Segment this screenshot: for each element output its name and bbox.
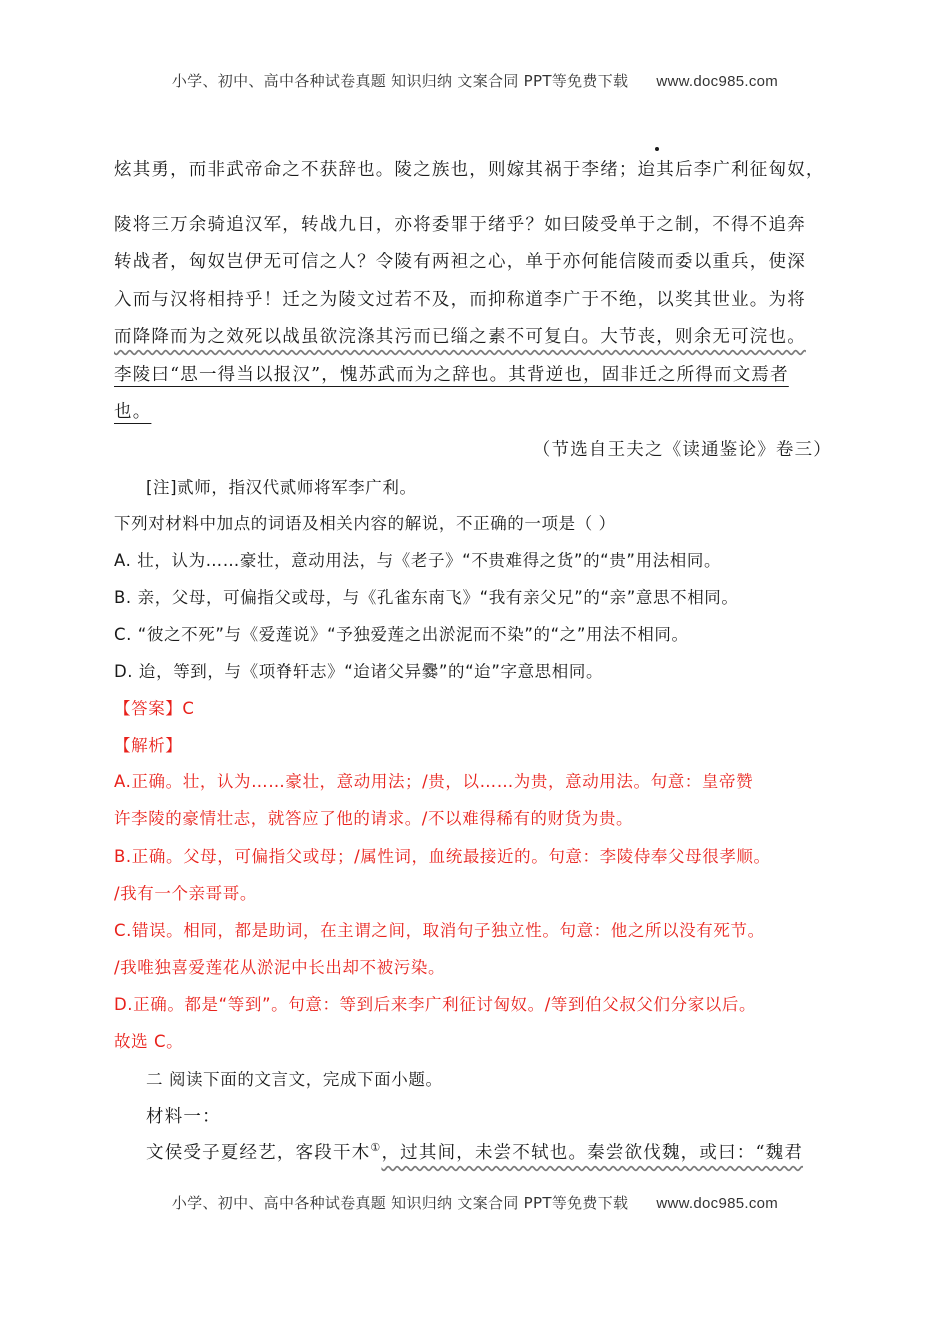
passage-line-1: 炫其勇，而非武帝命之不获辞也。陵之族也，则嫁其祸于李绪；迨其后李广利征匈奴， xyxy=(114,160,825,180)
passage-line-2: 陵将三万余骑追汉军，转战九日，亦将委罪于绪乎？如曰陵受单于之制，不得不追奔 xyxy=(114,215,806,235)
analysis-line-4: /我有一个亲哥哥。 xyxy=(114,884,257,903)
page-footer xyxy=(0,1192,950,1213)
footer-text: 小学、初中、高中各种试卷真题 知识归纳 文案合同 PPT等免费下载 xyxy=(171,1194,629,1212)
page-header xyxy=(0,70,950,91)
option-d: D. 迨，等到，与《项脊轩志》“迨诸父异爨”的“迨”字意思相同。 xyxy=(114,662,604,681)
annotation-note: [注]贰师，指汉代贰师将军李广利。 xyxy=(146,478,417,497)
analysis-line-2: 许李陵的豪情壮志，就答应了他的请求。/不以难得稀有的财货为贵。 xyxy=(114,809,634,828)
material-line-1 xyxy=(146,1139,803,1164)
passage-line-7: 也。 xyxy=(114,402,152,422)
header-url[interactable]: www.doc985.com xyxy=(656,73,779,90)
emphasis-dot xyxy=(655,147,659,151)
analysis-line-1: A.正确。壮，认为……豪壮，意动用法；/贵，以……为贵，意动用法。句意：皇帝赞 xyxy=(114,772,754,791)
passage-line-4: 入而与汉将相持乎！迁之为陵文过若不及，而抑称道李广于不绝，以奖其世业。为将 xyxy=(114,290,806,310)
analysis-line-3: B.正确。父母，可偏指父或母；/属性词，血统最接近的。句意：李陵侍奉父母很孝顺。 xyxy=(114,847,771,866)
option-b: B. 亲，父母，可偏指父或母，与《孔雀东南飞》“我有亲父兄”的“亲”意思不相同。 xyxy=(114,588,739,607)
footer-url[interactable]: www.doc985.com xyxy=(656,1195,779,1212)
header-text: 小学、初中、高中各种试卷真题 知识归纳 文案合同 PPT等免费下载 xyxy=(171,72,629,90)
material-label: 材料一： xyxy=(146,1107,221,1127)
material-text-before: 文侯受子夏经艺，客段干木 xyxy=(146,1143,371,1163)
answer-line xyxy=(114,695,195,719)
footnote-mark: ① xyxy=(370,1141,382,1155)
answer-label: 【答案】 xyxy=(114,699,183,718)
passage-line-5: 而降降而为之效死以战虽欲浣涤其污而已缁之素不可复白。大节丧，则余无可浣也。 xyxy=(114,327,806,347)
answer-value: C xyxy=(182,699,195,718)
section-2-heading: 二 阅读下面的文言文，完成下面小题。 xyxy=(146,1070,443,1089)
question-stem: 下列对材料中加点的词语及相关内容的解说，不正确的一项是（ ） xyxy=(114,514,616,533)
analysis-line-7: D.正确。都是“等到”。句意：等到后来李广利征讨匈奴。/等到伯父叔父们分家以后。 xyxy=(114,995,757,1014)
source-citation: （节选自王夫之《读通鉴论》卷三） xyxy=(532,440,832,460)
passage-line-3: 转战者，匈奴岂伊无可信之人？令陵有两袒之心，单于亦何能信陵而委以重兵，使深 xyxy=(114,252,806,272)
option-a: A. 壮，认为……豪壮，意动用法，与《老子》“不贵难得之货”的“贵”用法相同。 xyxy=(114,551,722,570)
analysis-line-5: C.错误。相同，都是助词，在主谓之间，取消句子独立性。句意：他之所以没有死节。 xyxy=(114,921,765,940)
option-c: C. “彼之不死”与《爱莲说》“予独爱莲之出淤泥而不染”的“之”用法不相同。 xyxy=(114,625,689,644)
analysis-line-6: /我唯独喜爱莲花从淤泥中长出却不被污染。 xyxy=(114,958,446,977)
material-text-after: ，过其间，未尝不轼也。秦尝欲伐魏，或曰：“魏君 xyxy=(381,1143,804,1163)
analysis-label: 【解析】 xyxy=(114,736,183,755)
passage-line-6: 李陵曰“思一得当以报汉”，愧苏武而为之辞也。其背逆也，固非迁之所得而文焉者 xyxy=(114,365,789,385)
analysis-line-8: 故选 C。 xyxy=(114,1032,184,1051)
